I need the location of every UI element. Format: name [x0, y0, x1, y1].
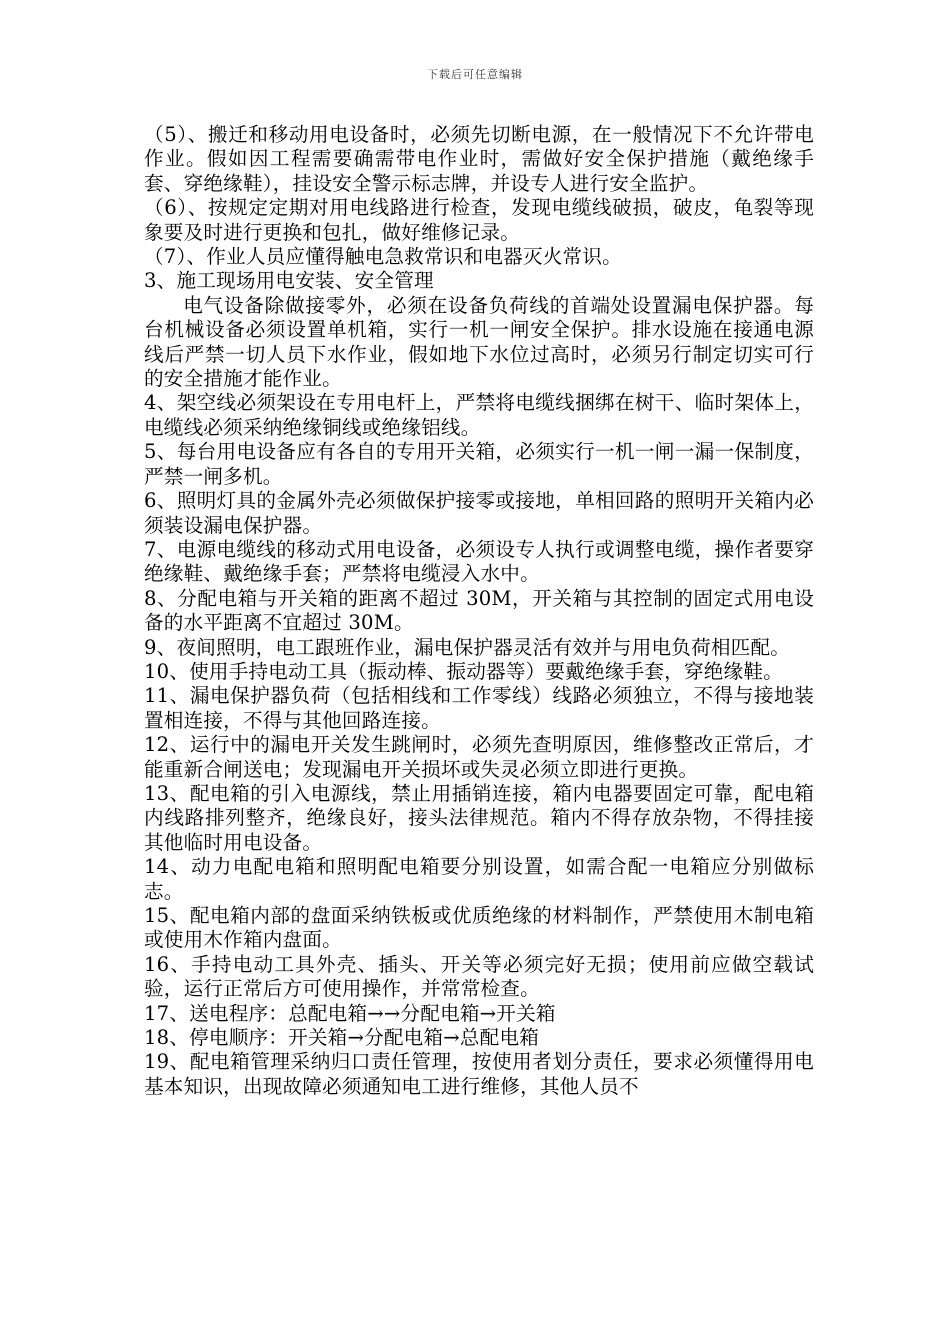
item-8: 8、分配电箱与开关箱的距离不超过 30M，开关箱与其控制的固定式用电设备的水平距离不宜超过 30M。 — [144, 586, 814, 635]
item-19: 19、配电箱管理采纳归口责任管理，按使用者划分责任，要求必须懂得用电基本知识，出现故障必须通知电工进行维修，其他人员不 — [144, 1050, 814, 1098]
document-body — [144, 123, 814, 1099]
page-header: 下载后可任意编辑 — [427, 68, 523, 81]
item-17: 17、送电程序：总配电箱→→分配电箱→开关箱 — [144, 1001, 556, 1025]
item-9: 9、夜间照明，电工跟班作业，漏电保护器灵活有效并与用电负荷相匹配。 — [144, 635, 791, 659]
item-13: 13、配电箱的引入电源线，禁止用插销连接，箱内电器要固定可靠，配电箱内线路排列整齐，绝缘良好，接头法律规范。箱内不得存放杂物，不得挂接其他临时用电设备。 — [144, 781, 814, 854]
item-7: 7、电源电缆线的移动式用电设备，必须设专人执行或调整电缆，操作者要穿绝缘鞋、戴绝缘手套；严禁将电缆浸入水中。 — [144, 537, 814, 586]
paragraph-6: （6）、按规定定期对用电线路进行检查，发现电缆线破损，破皮，龟裂等现象要及时进行更换和包扎，做好维修记录。 — [144, 196, 814, 244]
item-4: 4、架空线必须架设在专用电杆上，严禁将电缆线捆绑在树干、临时架体上，电缆线必须采纳绝缘铜线或绝缘铝线。 — [144, 391, 814, 439]
section-heading-3: 3、施工现场用电安装、安全管理 — [144, 269, 434, 293]
item-11: 11、漏电保护器负荷（包括相线和工作零线）线路必须独立，不得与接地装置相连接，不得与其他回路连接。 — [144, 684, 814, 732]
item-5: 5、每台用电设备应有各自的专用开关箱，必须实行一机一闸一漏一保制度，严禁一闸多机。 — [144, 440, 814, 488]
paragraph-7: （7）、作业人员应懂得触电急救常识和电器灭火常识。 — [144, 245, 622, 269]
item-18: 18、停电顺序：开关箱→分配电箱→总配电箱 — [144, 1026, 540, 1050]
item-15: 15、配电箱内部的盘面采纳铁板或优质绝缘的材料制作，严禁使用木制电箱或使用木作箱内盘面。 — [144, 904, 814, 952]
item-14: 14、动力电配电箱和照明配电箱要分别设置，如需合配一电箱应分别做标志。 — [144, 855, 814, 903]
item-12: 12、运行中的漏电开关发生跳闸时，必须先查明原因，维修整改正常后，才能重新合闸送电；发现漏电开关损坏或失灵必须立即进行更换。 — [144, 733, 814, 781]
item-16: 16、手持电动工具外壳、插头、开关等必须完好无损；使用前应做空载试验，运行正常后方可使用操作，并常常检查。 — [144, 952, 814, 1001]
item-6: 6、照明灯具的金属外壳必须做保护接零或接地，单相回路的照明开关箱内必须装设漏电保护器。 — [144, 489, 814, 537]
paragraph-5: （5）、搬迁和移动用电设备时，必须先切断电源，在一般情况下不允许带电作业。假如因工程需要确需带电作业时，需做好安全保护措施（戴绝缘手套、穿绝缘鞋），挂设安全警示标志牌，并设专人进行安全监护。 — [144, 123, 814, 195]
item-10: 10、使用手持电动工具（振动棒、振动器等）要戴绝缘手套，穿绝缘鞋。 — [144, 659, 783, 683]
paragraph-electrical-equipment: 电气设备除做接零外，必须在设备负荷线的首端处设置漏电保护器。每台机械设备必须设置单机箱，实行一机一闸安全保护。排水设施在接通电源线后严禁一切人员下水作业，假如地下水位过高时，必须另行制定切实可行的安全措施才能作业。 — [144, 293, 814, 391]
